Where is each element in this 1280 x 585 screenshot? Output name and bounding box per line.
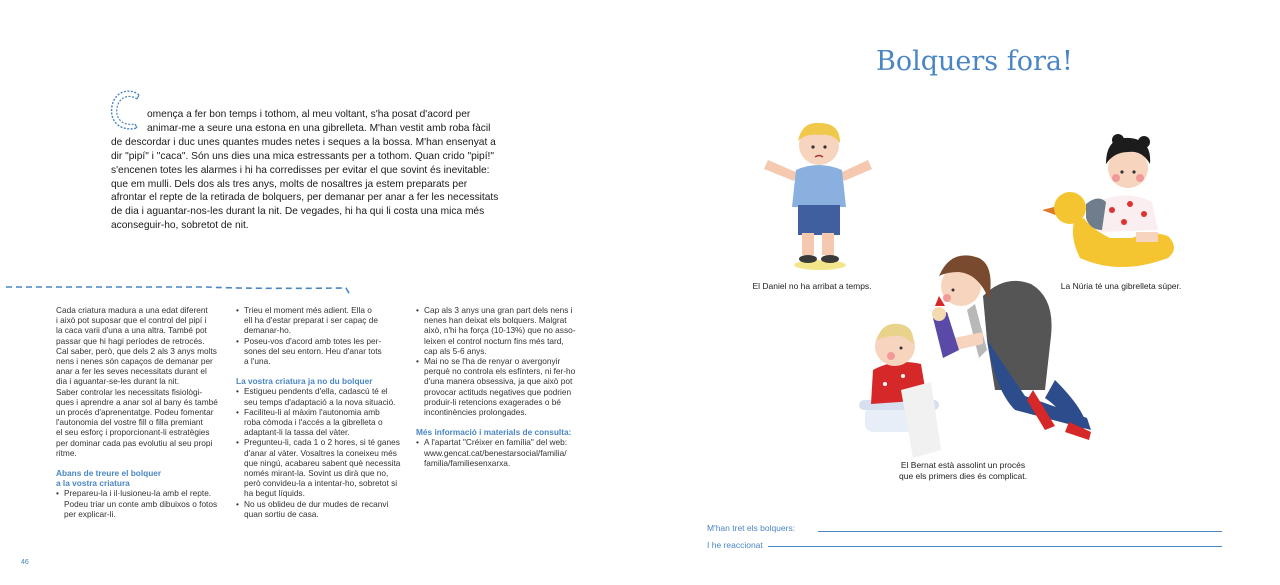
bullet-line: ha begut líquids.	[244, 488, 305, 499]
bullet-line: • Mai no se l'ha de renyar o avergonyir	[424, 356, 561, 367]
col1-line: el seu esforç i proporcionant-li estratègies	[56, 427, 210, 438]
intro-line: aconseguir-ho, sobretot de nit.	[111, 220, 249, 232]
page-title: Bolquers fora!	[876, 46, 1073, 77]
intro-line: dir "pipí" i "caca". Són uns dies una mica estressants per a tothom. Quan crido "pipí!"	[111, 150, 494, 162]
col1-heading: a la vostra criatura	[56, 478, 130, 489]
bullet-line: quan sortiu de casa.	[244, 508, 319, 519]
col2-bullet	[236, 407, 411, 438]
bullet-line: leixen el control nocturn fins més tard,	[424, 335, 564, 346]
form-line-2[interactable]	[768, 546, 1222, 547]
bullet-line: a l'una.	[244, 356, 271, 367]
bullet-line: d'anar al vàter. Vosaltres la coneixeu més	[244, 447, 397, 458]
drop-cap-c-icon	[107, 86, 147, 134]
intro-line: que em mulli. Dels dos als tres anys, molts de nosaltres ja estem preparats per	[111, 178, 468, 190]
bullet-line: provocar actituds negatives que podrien	[424, 386, 572, 397]
bullet-line: • Faciliteu-li al màxim l'autonomia amb	[244, 406, 380, 417]
col1-line: ques i aprendre a anar sol al bany és també	[56, 396, 218, 407]
bullet-line: roba còmoda i l'accés a la gibrelleta o	[244, 417, 383, 428]
bullet-line: Podeu triar un conte amb dibuixos o fotos	[64, 498, 218, 509]
intro-line: s'encenen totes les alarmes i hi ha corredisses per evitar el que sovint és inevitable:	[111, 164, 490, 176]
text-column-3	[416, 305, 596, 468]
bullet-line: • Poseu-vos d'acord amb totes les per-	[244, 335, 382, 346]
intro-line: de dia i aguantar-nos-les durant la nit. De vegades, hi ha qui li costa una mica més	[111, 206, 485, 218]
col3-bullet	[416, 305, 596, 356]
caption-line: que els primers dies és complicat.	[898, 471, 1028, 481]
col1-line: anar a fer les seves necessitats durant el	[56, 366, 207, 377]
bullet-line: produir-li retencions exagerades o bé	[424, 396, 561, 407]
bullet-line: • Trieu el moment més adient. Ella o	[244, 305, 372, 315]
bullet-line: incontinències prolongades.	[424, 407, 527, 418]
bullet-line: www.gencat.cat/benestarsocial/familia/	[424, 447, 567, 458]
bullet-line: • Cap als 3 anys una gran part dels nens i	[424, 305, 573, 315]
intro-paragraph	[111, 108, 531, 233]
caption-line: El Bernat està assolint un procés	[900, 460, 1026, 470]
form-label-1: M'han tret els bolquers:	[707, 523, 796, 533]
bullet-line: ell ha d'estar preparat i ser capaç de	[244, 315, 378, 326]
caption-daniel: El Daniel no ha arribat a temps.	[752, 281, 872, 291]
dashed-divider	[6, 283, 352, 297]
col2-heading: La vostra criatura ja no du bolquer	[236, 376, 373, 387]
bullet-line: per explicar-li.	[64, 508, 116, 519]
bullet-line: d'una manera obsessiva, ja que això pot	[424, 376, 573, 387]
col2-bullet	[236, 499, 411, 519]
bullet-line: això, n'hi ha força (10-13%) que no asso-	[424, 325, 576, 336]
bullet-line: nenes han deixat els bolquers. Malgrat	[424, 315, 567, 326]
bullet-line: però convideu-la a intentar-ho, sobretot si	[244, 478, 398, 489]
bullet-line: demanar-ho.	[244, 325, 292, 336]
bullet-line: adaptant-li la tassa del vàter.	[244, 427, 350, 438]
col2-bullet	[236, 437, 411, 498]
col1-line: ritme.	[56, 447, 77, 458]
bullet-line: • No us oblideu de dur mudes de recanvi	[244, 498, 389, 509]
page-number: 46	[21, 559, 29, 566]
bernat-illustration	[855, 240, 1095, 458]
col1-line: l'autonomia del vostre fill o filla premiant	[56, 417, 203, 428]
bullet-line: cap als 5-6 anys.	[424, 345, 487, 356]
col1-line: la caca varii d'una a una altra. També pot	[56, 325, 207, 336]
col1-line: dia i aguantar-se-les durant la nit.	[56, 376, 180, 387]
col1-bullet	[56, 488, 226, 519]
col1-line: per dominar cada pas evolutiu al seu propi	[56, 437, 213, 448]
intro-line: de descordar i duc unes quantes mudes netes i seques a la bossa. M'han ensenyat a	[111, 136, 496, 148]
caption-nuria: La Núria té una gibrelleta súper.	[1060, 281, 1182, 291]
col2-bullet	[236, 305, 411, 336]
intro-line: afrontar el repte de la retirada de bolquers, per demanar per anar a fer les necessitats	[111, 192, 499, 204]
intro-line: animar-me a seure una estona en una gibrelleta. M'han vestit amb roba fàcil	[147, 122, 491, 134]
intro-line: omença a fer bon temps i tothom, al meu voltant, s'ha posat d'acord per	[147, 109, 471, 120]
col2-bullet	[236, 386, 411, 406]
col1-line: i això pot suposar que el control del pipí i	[56, 315, 207, 326]
bullet-line: que ningú, acabareu sabent què necessita	[244, 457, 401, 468]
text-column-1	[56, 305, 226, 519]
col1-line: Cal saber, però, que dels 2 als 3 anys molts	[56, 345, 217, 356]
col3-heading: Més informació i materials de consulta:	[416, 427, 572, 438]
col2-bullet	[236, 336, 411, 367]
col1-line: Cada criatura madura a una edat diferent	[56, 305, 208, 315]
bullet-line: familia/familiesenxarxa.	[424, 457, 511, 468]
col1-heading: Abans de treure el bolquer	[56, 468, 162, 479]
text-column-2	[236, 305, 411, 519]
caption-bernat	[880, 460, 1046, 482]
bullet-line: només mirant-la. Sovint us dirà que no,	[244, 468, 389, 479]
bullet-line: • Prepareu-la i il·lusioneu-la amb el repte.	[64, 488, 212, 499]
col1-line: nens i nenes són capaços de demanar per	[56, 356, 213, 367]
col1-line: Saber controlar les necessitats fisiològi-	[56, 386, 203, 397]
bullet-line: • Pregunteu-li, cada 1 o 2 hores, si té ganes	[244, 437, 400, 448]
form-label-2: I he reaccionat	[707, 540, 763, 550]
bullet-line: • A l'apartat "Créixer en família" del web:	[424, 437, 568, 448]
bullet-line: perquè no controla els esfínters, ni fer-ho	[424, 366, 576, 377]
col1-line: un procés d'aprenentatge. Podeu fomentar	[56, 407, 214, 418]
bullet-line: sones del seu entorn. Heu d'anar tots	[244, 345, 382, 356]
bullet-line: seu temps d'adaptació a la nova situació.	[244, 396, 396, 407]
col3-bullet	[416, 437, 596, 468]
col3-bullet	[416, 356, 596, 417]
bullet-line: • Estigueu pendents d'ella, cadascú té el	[244, 386, 388, 397]
form-line-1[interactable]	[818, 531, 1222, 532]
col1-line: passar que hi hagi períodes de retrocés.	[56, 335, 205, 346]
